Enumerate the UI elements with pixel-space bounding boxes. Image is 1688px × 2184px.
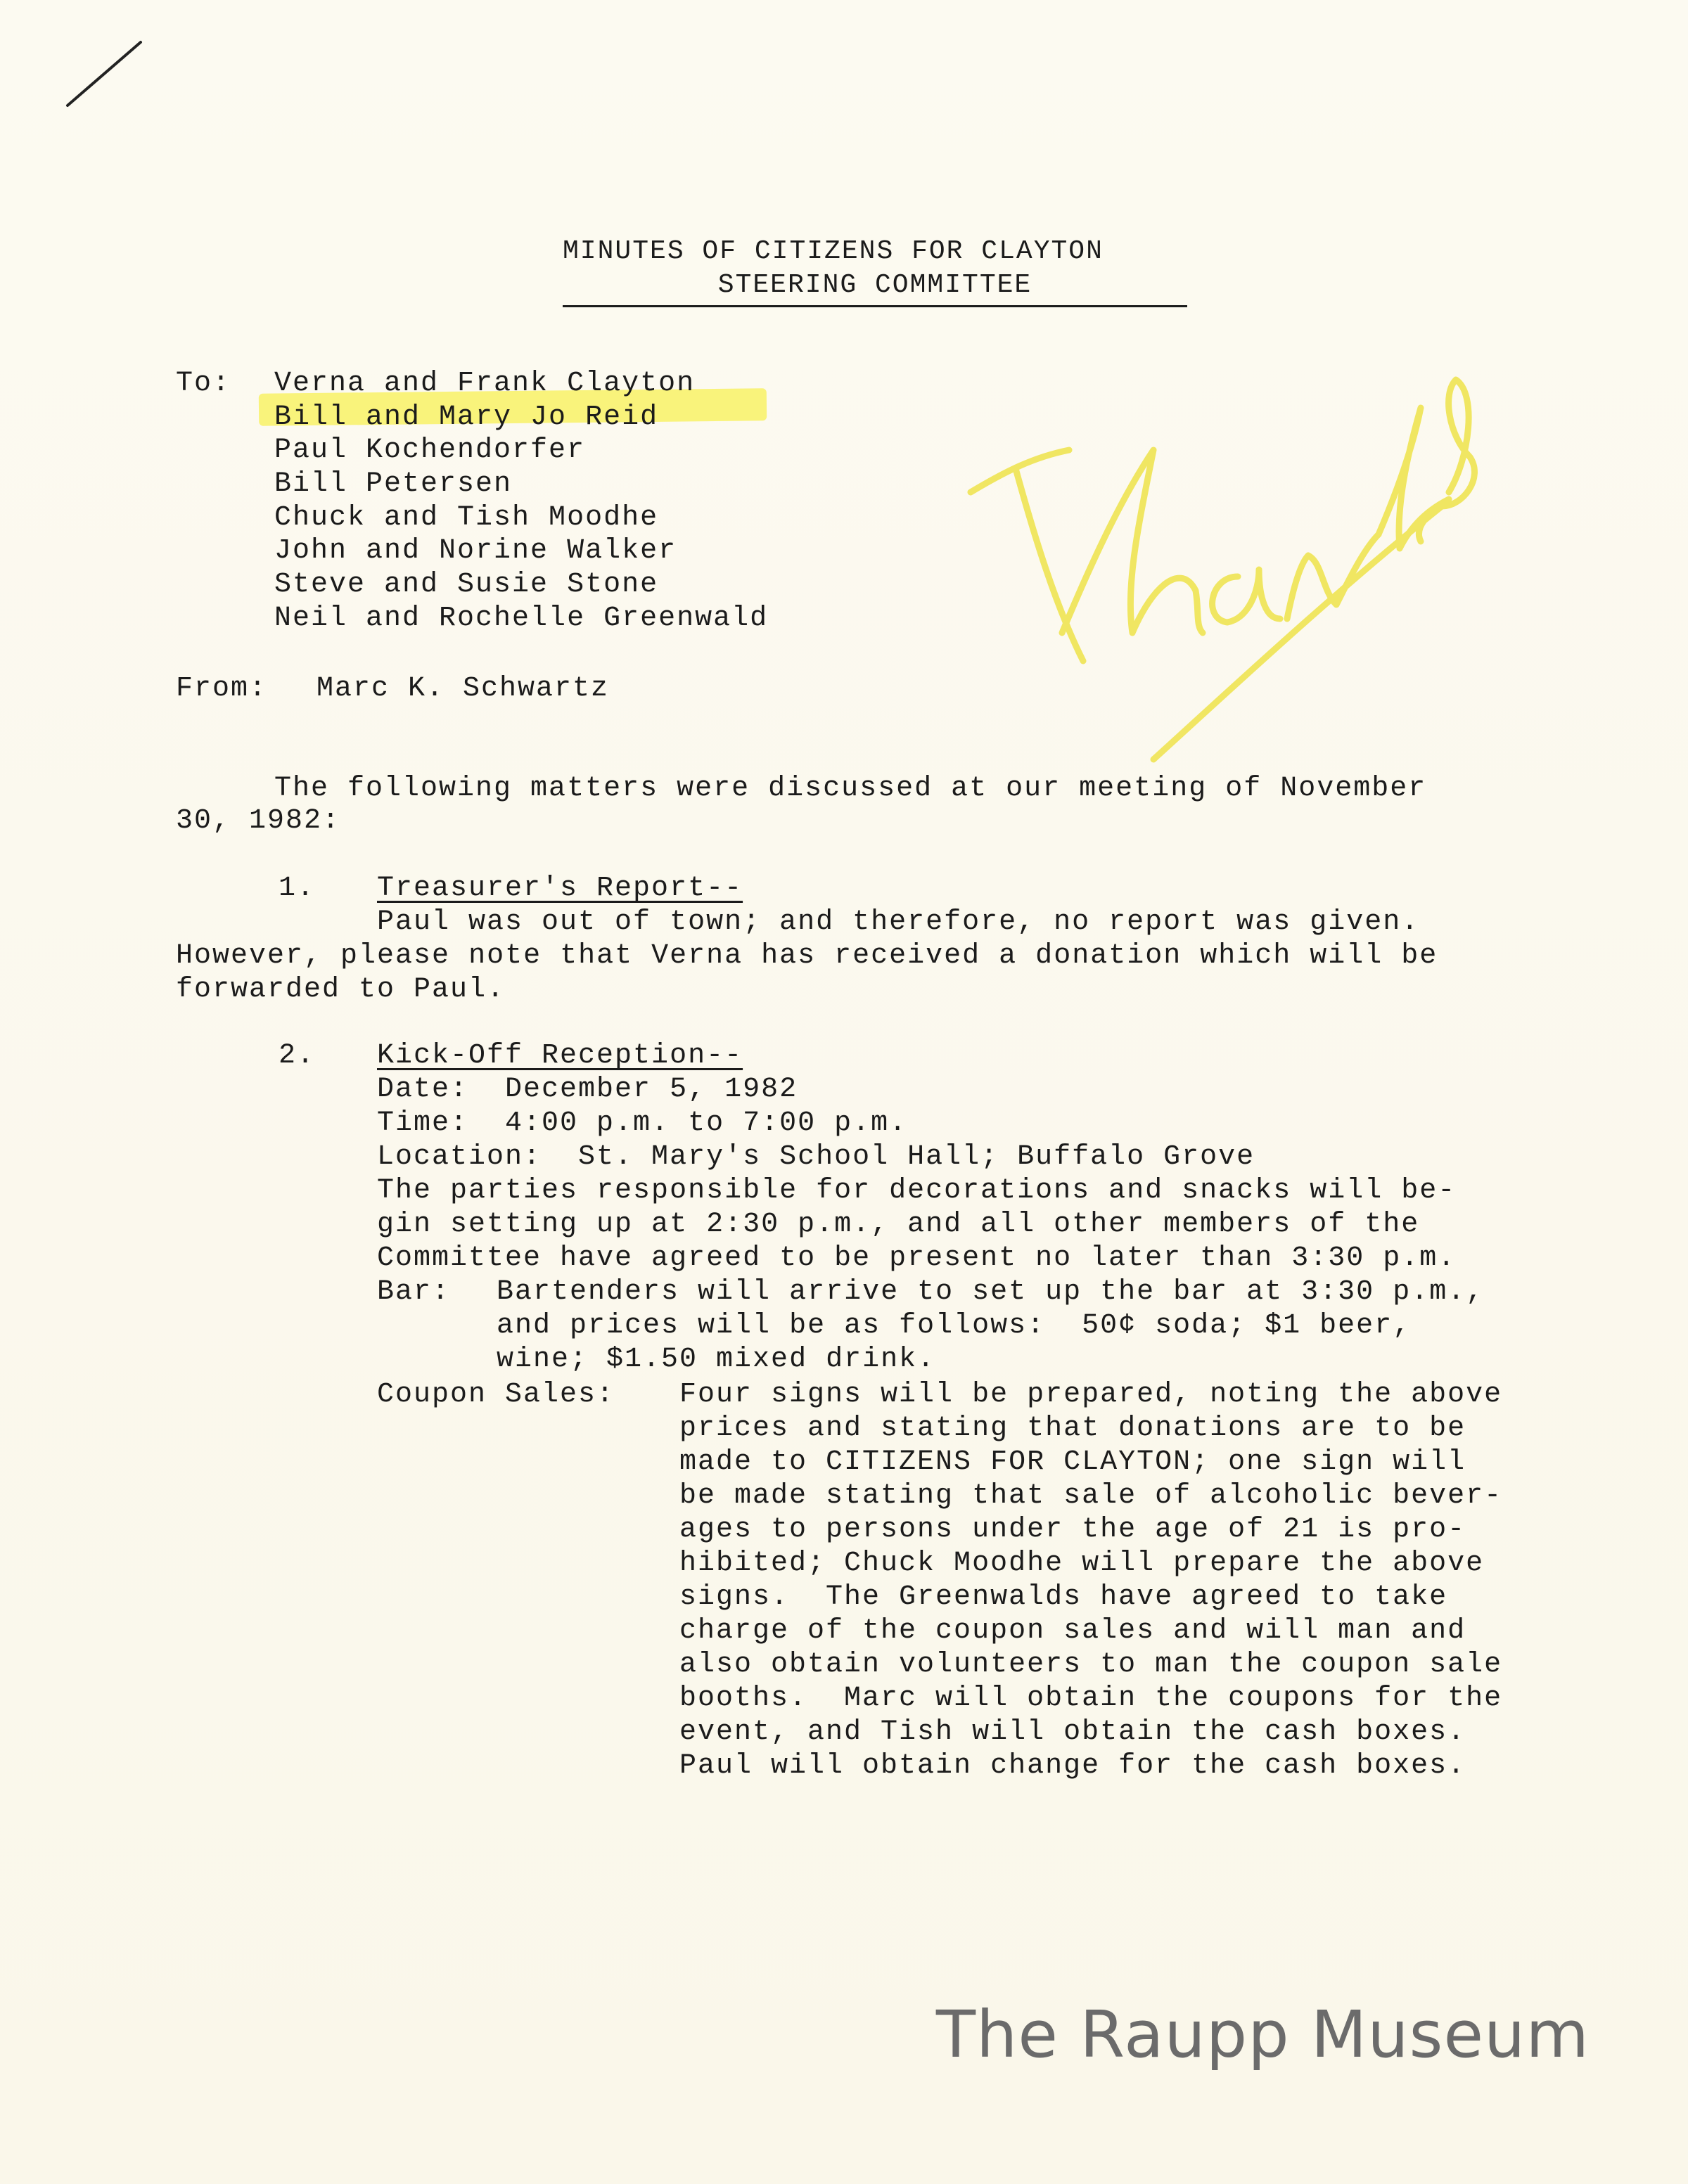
intro-text: The following matters were discussed at our meeting of November xyxy=(274,773,1427,804)
from-label: From: xyxy=(176,673,268,705)
item-text: Committee have agreed to be present no later than 3:30 p.m. xyxy=(377,1242,1457,1274)
item-text: gin setting up at 2:30 p.m., and all other members of the xyxy=(377,1209,1420,1240)
item-text: However, please note that Verna has received a donation which will be xyxy=(176,940,1438,972)
document-subtitle: STEERING COMMITTEE xyxy=(563,269,1187,307)
coupon-text: booths. Marc will obtain the coupons for the xyxy=(679,1683,1503,1714)
coupon-text: also obtain volunteers to man the coupon sale xyxy=(679,1649,1503,1681)
intro-text: 30, 1982: xyxy=(176,805,341,837)
recipient: Neil and Rochelle Greenwald xyxy=(274,603,769,634)
item-heading: Kick-Off Reception-- xyxy=(377,1040,743,1072)
coupon-text: signs. The Greenwalds have agreed to take xyxy=(679,1581,1448,1613)
to-label: To: xyxy=(176,368,231,399)
coupon-text: prices and stating that donations are to be xyxy=(679,1413,1466,1444)
recipient: Bill and Mary Jo Reid xyxy=(274,402,659,433)
recipient: Bill Petersen xyxy=(274,468,513,500)
item-text: wine; $1.50 mixed drink. xyxy=(497,1344,936,1375)
museum-watermark: The Raupp Museum xyxy=(935,1997,1590,2072)
coupon-text: event, and Tish will obtain the cash boxes. xyxy=(679,1716,1466,1748)
item-heading: Treasurer's Report-- xyxy=(377,873,743,904)
recipient: John and Norine Walker xyxy=(274,535,677,567)
item-number: 1. xyxy=(279,873,316,904)
document-title: MINUTES OF CITIZENS FOR CLAYTON xyxy=(563,236,1104,266)
item-text: Time: 4:00 p.m. to 7:00 p.m. xyxy=(377,1107,908,1139)
recipient: Paul Kochendorfer xyxy=(274,435,586,466)
recipient: Chuck and Tish Moodhe xyxy=(274,502,659,534)
coupon-text: charge of the coupon sales and will man and xyxy=(679,1615,1466,1647)
coupon-text: Four signs will be prepared, noting the above xyxy=(679,1379,1503,1411)
coupon-text: ages to persons under the age of 21 is pro- xyxy=(679,1514,1466,1546)
recipient: Steve and Susie Stone xyxy=(274,569,659,600)
coupon-text: made to CITIZENS FOR CLAYTON; one sign will xyxy=(679,1446,1466,1478)
coupon-label: Coupon Sales: xyxy=(377,1379,615,1411)
item-text: and prices will be as follows: 50¢ soda; $1 beer, xyxy=(497,1310,1412,1342)
coupon-text: hibited; Chuck Moodhe will prepare the above xyxy=(679,1548,1485,1579)
coupon-text: Paul will obtain change for the cash boxes. xyxy=(679,1750,1466,1782)
recipient: Verna and Frank Clayton xyxy=(274,368,696,399)
item-text: Date: December 5, 1982 xyxy=(377,1074,798,1105)
from-name: Marc K. Schwartz xyxy=(316,673,610,705)
item-text: forwarded to Paul. xyxy=(176,974,506,1006)
coupon-text: be made stating that sale of alcoholic bever- xyxy=(679,1480,1503,1512)
item-text: Paul was out of town; and therefore, no report was given. xyxy=(377,906,1420,938)
item-text: Location: St. Mary's School Hall; Buffalo Grove xyxy=(377,1141,1255,1173)
item-text: Bartenders will arrive to set up the bar at 3:30 p.m., xyxy=(497,1276,1485,1308)
bar-label: Bar: xyxy=(377,1276,451,1308)
item-text: The parties responsible for decorations and snacks will be- xyxy=(377,1175,1457,1207)
item-number: 2. xyxy=(279,1040,316,1072)
